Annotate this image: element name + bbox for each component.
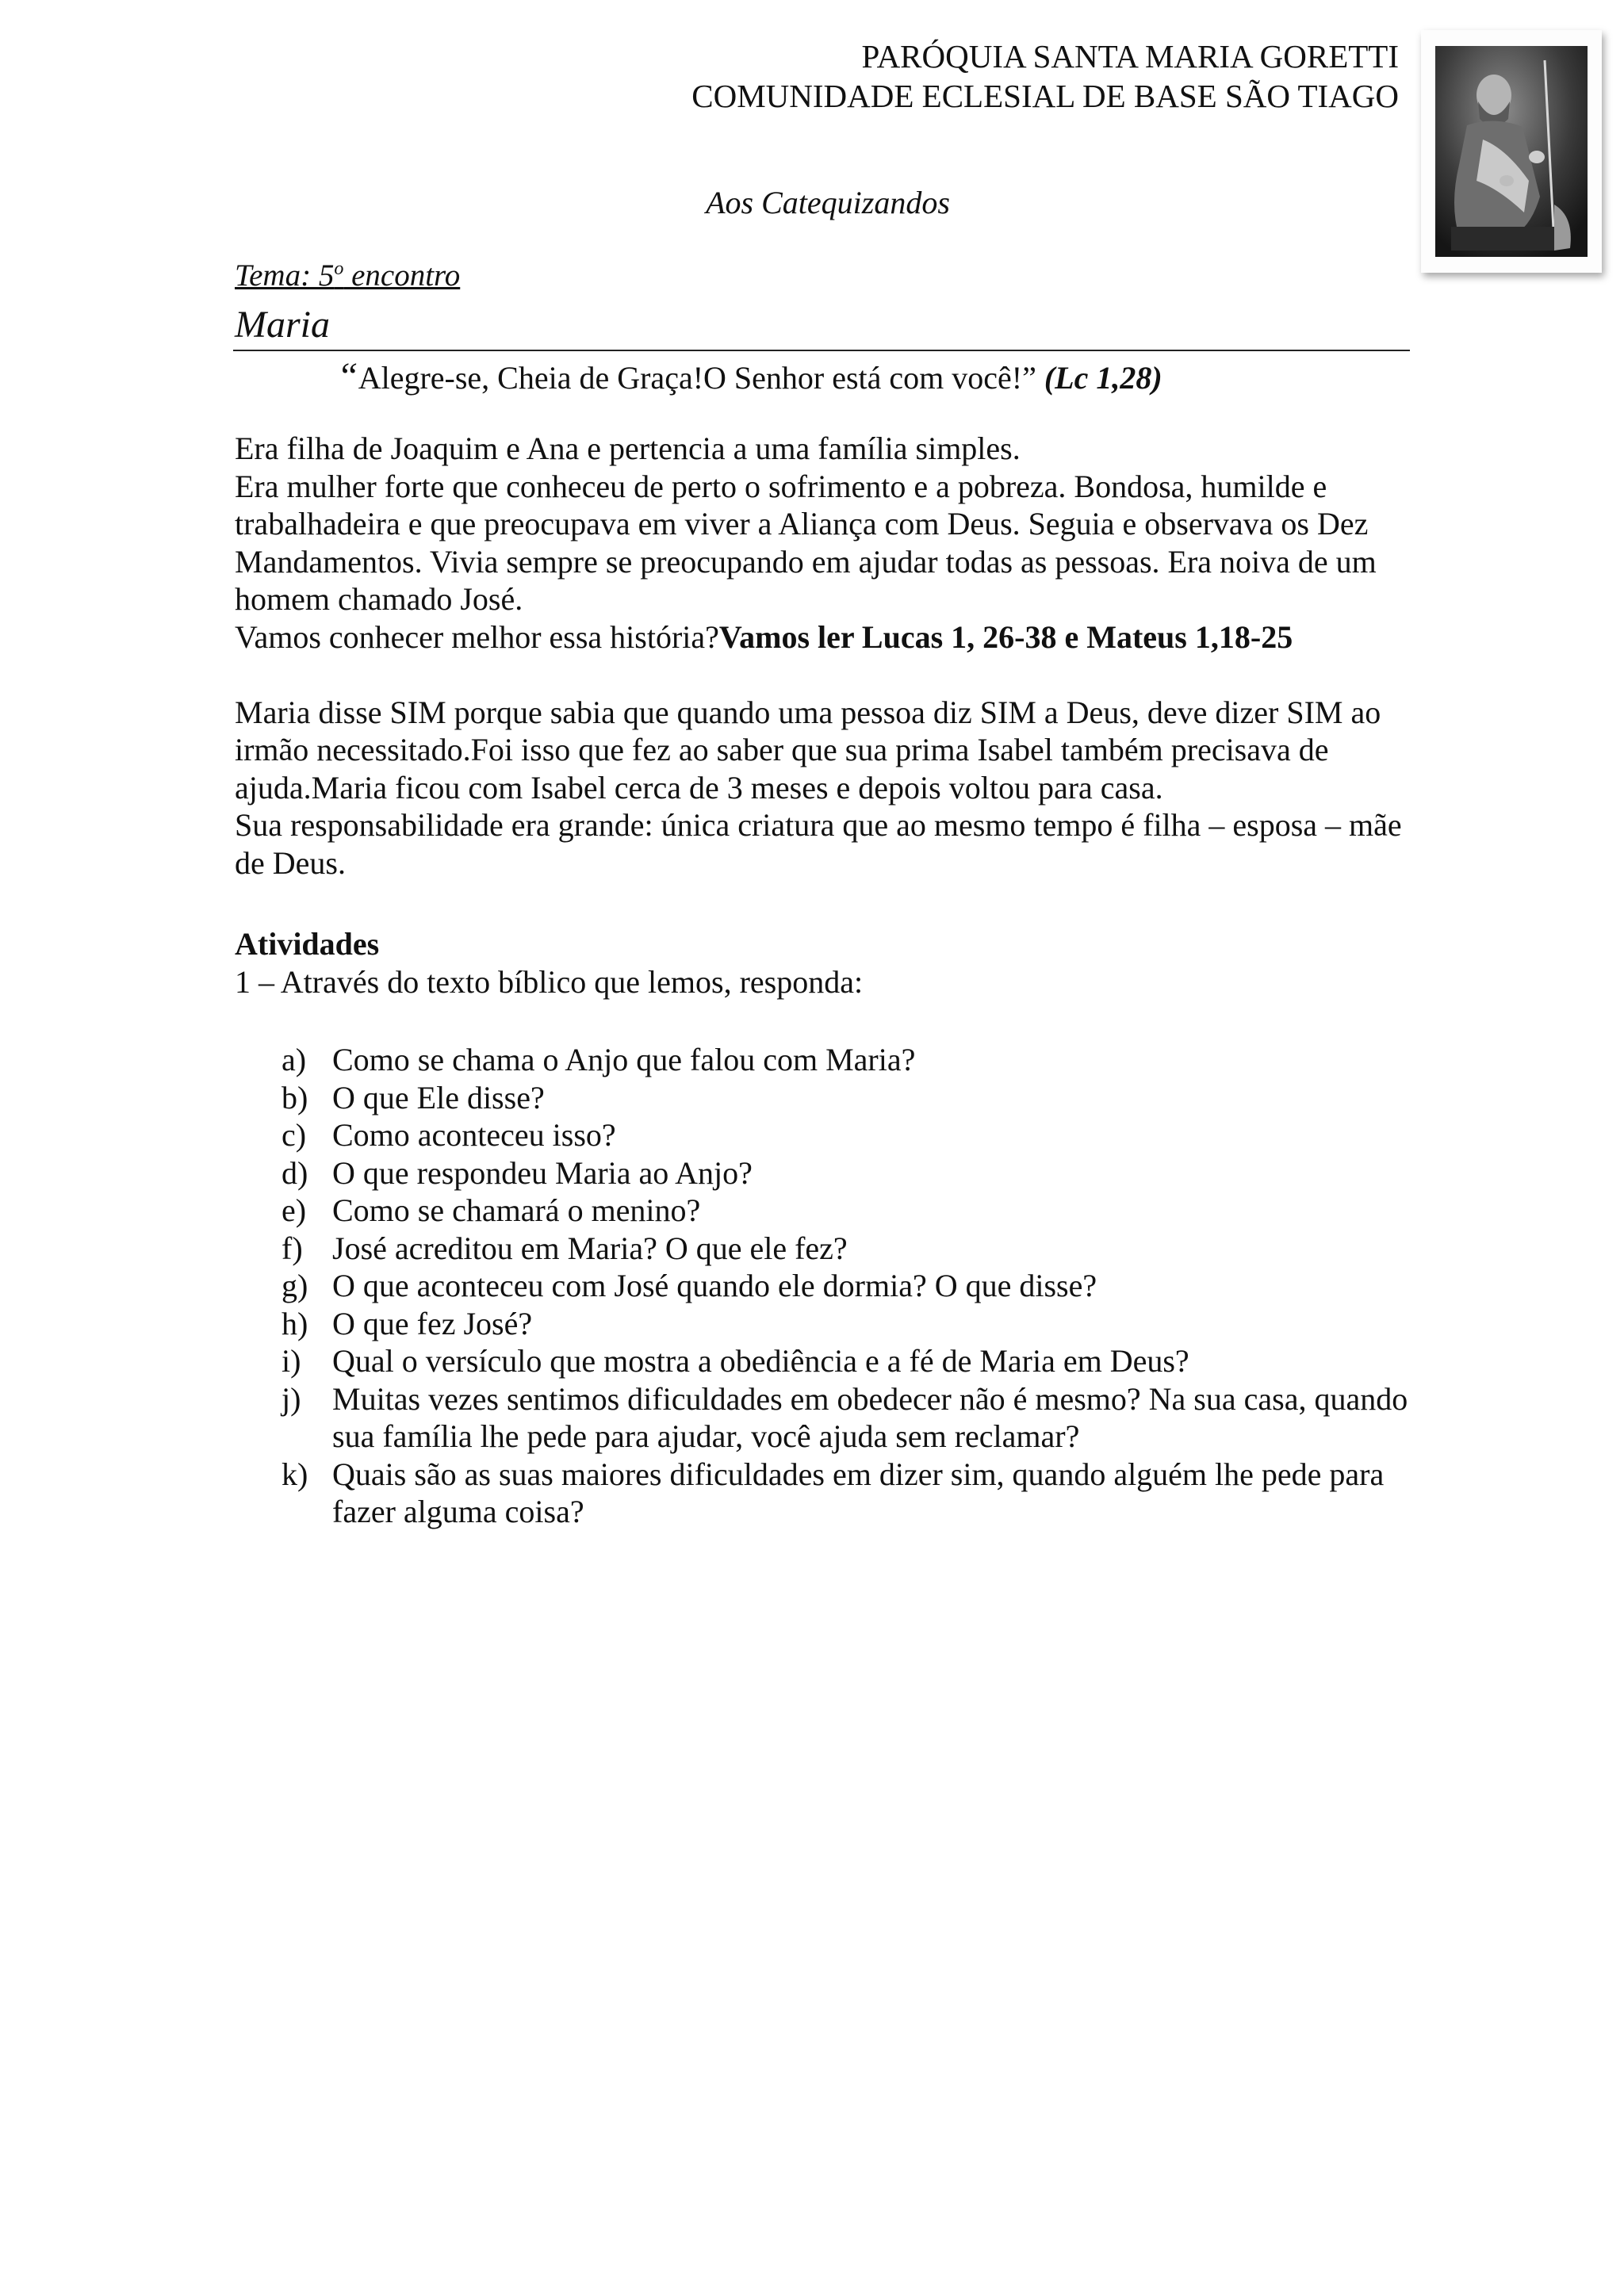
second-paragraph-1: Maria disse SIM porque sabia que quando uma pessoa diz SIM a Deus, deve dizer SIM ao irmão necessitado.Foi isso que fez ao saber que sua prima Isabel também precisava de ajuda.Maria ficou com Isabel cerca de 3 meses e depois voltou para casa. bbox=[235, 694, 1381, 806]
activities-section bbox=[235, 925, 1424, 1001]
question-text: O que respondeu Maria ao Anjo? bbox=[332, 1154, 753, 1191]
list-item bbox=[282, 1267, 1423, 1305]
question-letter: d) bbox=[282, 1154, 308, 1191]
parish-header bbox=[691, 36, 1399, 116]
reading-instruction: Vamos ler Lucas 1, 26-38 e Mateus 1,18-25 bbox=[718, 618, 1293, 655]
list-item bbox=[282, 1456, 1423, 1531]
quote-reference: (Lc 1,28) bbox=[1044, 360, 1162, 396]
question-text: O que fez José? bbox=[332, 1305, 533, 1341]
question-letter: k) bbox=[282, 1456, 308, 1492]
question-text: Como se chamará o menino? bbox=[332, 1192, 701, 1228]
community-name: COMUNIDADE ECLESIAL DE BASE SÃO TIAGO bbox=[691, 78, 1399, 114]
question-letter: c) bbox=[282, 1117, 307, 1153]
question-text: O que aconteceu com José quando ele dormia? O que disse? bbox=[332, 1268, 1097, 1303]
question-text: Como aconteceu isso? bbox=[332, 1117, 616, 1153]
question-text: Qual o versículo que mostra a obediência e a fé de Maria em Deus? bbox=[332, 1343, 1189, 1379]
list-item bbox=[282, 1305, 1423, 1343]
quote-open-mark: “ bbox=[337, 355, 358, 397]
question-list bbox=[282, 1041, 1423, 1531]
theme-prefix: Tema: 5 bbox=[235, 258, 335, 293]
question-letter: b) bbox=[282, 1079, 308, 1115]
intro-paragraph-3 bbox=[235, 618, 1424, 656]
lesson-theme bbox=[235, 258, 460, 293]
question-letter: g) bbox=[282, 1268, 308, 1303]
list-item bbox=[282, 1116, 1423, 1154]
intro-paragraph-1: Era filha de Joaquim e Ana e pertencia a uma família simples. bbox=[235, 430, 1021, 466]
question-letter: i) bbox=[282, 1343, 301, 1379]
theme-suffix: encontro bbox=[343, 258, 461, 293]
quote-text: Alegre-se, Cheia de Graça!O Senhor está com você!” bbox=[358, 360, 1036, 396]
intro-question: Vamos conhecer melhor essa história? bbox=[235, 618, 719, 655]
intro-text bbox=[235, 430, 1424, 882]
question-letter: e) bbox=[282, 1192, 307, 1228]
activities-heading: Atividades bbox=[235, 926, 380, 962]
list-item bbox=[282, 1041, 1423, 1079]
question-letter: f) bbox=[282, 1230, 303, 1266]
question-letter: j) bbox=[282, 1380, 301, 1417]
list-item bbox=[282, 1154, 1423, 1192]
question-text: José acreditou em Maria? O que ele fez? bbox=[332, 1230, 848, 1266]
title-divider bbox=[233, 350, 1410, 351]
list-item bbox=[282, 1380, 1423, 1456]
audience-subtitle: Aos Catequizandos bbox=[706, 185, 950, 220]
bible-quote bbox=[337, 354, 1162, 401]
theme-ordinal: o bbox=[334, 258, 344, 279]
lesson-title: Maria bbox=[235, 304, 330, 346]
parish-name: PARÓQUIA SANTA MARIA GORETTI bbox=[861, 38, 1399, 75]
question-text: Quais são as suas maiores dificuldades em dizer sim, quando alguém lhe pede para fazer alguma coisa? bbox=[332, 1456, 1385, 1529]
list-item bbox=[282, 1230, 1423, 1268]
intro-paragraph-2: Era mulher forte que conheceu de perto o sofrimento e a pobreza. Bondosa, humilde e trabalhadeira e que preocupava em viver a Aliança com Deus. Seguia e observava os Dez Mandamentos. Vivia sempre se preocupando em ajudar todas as pessoas. Era noiva de um homem chamado José. bbox=[235, 468, 1377, 617]
question-letter: a) bbox=[282, 1042, 307, 1077]
activities-instruction: 1 – Através do texto bíblico que lemos, responda: bbox=[235, 963, 864, 1000]
question-text: Como se chama o Anjo que falou com Maria? bbox=[332, 1042, 916, 1077]
saint-portrait-icon bbox=[1435, 46, 1588, 257]
list-item bbox=[282, 1079, 1423, 1117]
list-item bbox=[282, 1342, 1423, 1380]
list-item bbox=[282, 1192, 1423, 1230]
saint-portrait bbox=[1421, 30, 1602, 273]
second-paragraph-2: Sua responsabilidade era grande: única criatura que ao mesmo tempo é filha – esposa – mãe de Deus. bbox=[235, 807, 1402, 881]
question-text: O que Ele disse? bbox=[332, 1079, 545, 1115]
question-text: Muitas vezes sentimos dificuldades em obedecer não é mesmo? Na sua casa, quando sua família lhe pede para ajudar, você ajuda sem reclamar? bbox=[332, 1380, 1408, 1454]
question-letter: h) bbox=[282, 1305, 308, 1341]
